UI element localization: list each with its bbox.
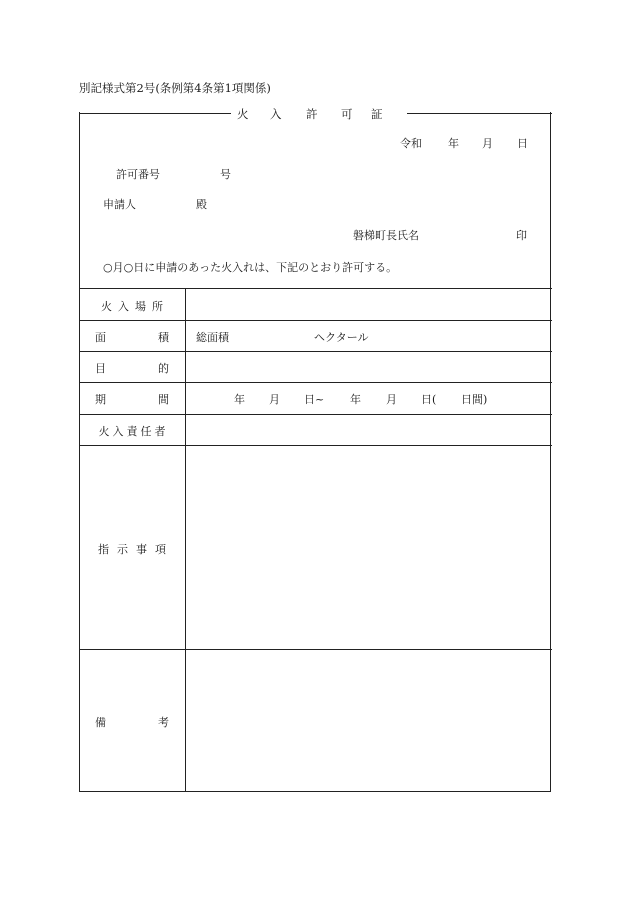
permit-statement: ○月○日に申請のあった火入れは、下記のとおり許可する。 <box>103 261 398 274</box>
label-remarks: 備 考 <box>95 716 169 729</box>
title-char: 可 <box>341 107 353 121</box>
title-char: 入 <box>270 107 282 121</box>
period-end-day: 日( <box>421 393 437 406</box>
period-start-month: 月 <box>269 393 280 406</box>
title-char: 証 <box>371 107 383 121</box>
row-divider <box>79 414 552 415</box>
label-responsible-person: 火 入 責 任 者 <box>98 425 166 438</box>
applicant-honorific: 殿 <box>196 198 207 211</box>
row-divider <box>79 445 552 446</box>
permit-number-label: 許可番号 <box>116 168 160 181</box>
permit-number-suffix: 号 <box>220 168 231 181</box>
label-area: 面 積 <box>95 331 169 344</box>
total-area-label: 総面積 <box>196 331 229 344</box>
label-instructions: 指 示 事 項 <box>98 543 166 556</box>
date-day: 日 <box>517 137 528 150</box>
label-burn-place: 火 入 場 所 <box>101 300 163 313</box>
form-heading: 別記様式第2号(条例第4条第1項関係) <box>79 81 271 95</box>
date-month: 月 <box>482 137 493 150</box>
area-unit: ヘクタール <box>314 331 369 344</box>
label-period: 期 間 <box>95 393 169 406</box>
row-divider <box>79 351 552 352</box>
period-start-day: 日~ <box>304 393 325 406</box>
period-start-year: 年 <box>234 393 245 406</box>
period-end-month: 月 <box>386 393 397 406</box>
column-divider <box>185 288 186 792</box>
applicant-label: 申請人 <box>103 198 136 211</box>
period-end-year: 年 <box>350 393 361 406</box>
issuer-label: 磐梯町長氏名 <box>353 229 419 242</box>
permit-form-frame <box>79 112 551 792</box>
date-year: 年 <box>448 137 459 150</box>
title-char: 許 <box>306 107 318 121</box>
period-days: 日間) <box>461 393 488 406</box>
row-divider <box>79 382 552 383</box>
title-char: 火 <box>237 107 249 121</box>
label-purpose: 目 的 <box>95 362 169 375</box>
row-divider <box>79 649 552 650</box>
date-era: 令和 <box>400 137 422 150</box>
seal-mark: 印 <box>516 229 527 242</box>
row-divider <box>79 320 552 321</box>
row-divider <box>79 288 552 289</box>
